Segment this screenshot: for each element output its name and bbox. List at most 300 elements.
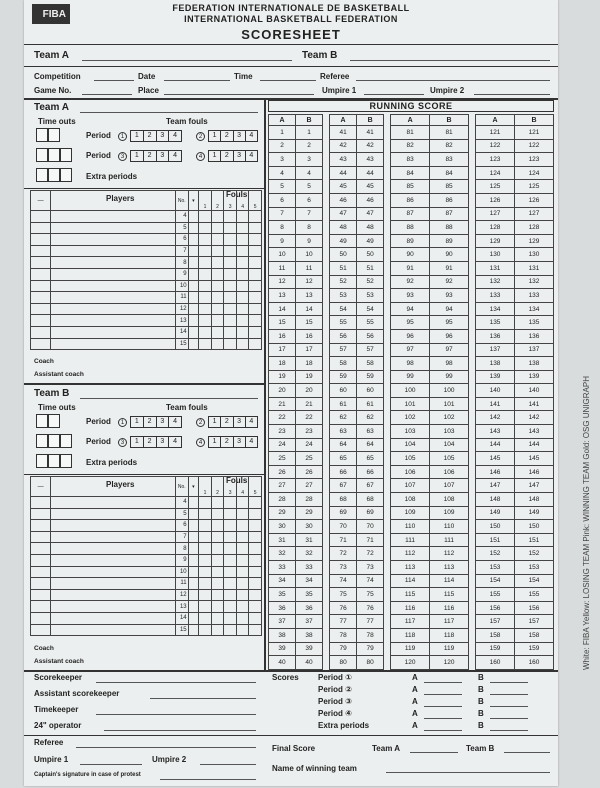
rs-cell-b[interactable]: 3	[296, 153, 323, 167]
rs-cell-b[interactable]: 57	[357, 343, 384, 357]
rs-cell-b[interactable]: 45	[357, 180, 384, 194]
rs-cell-b[interactable]: 4	[296, 166, 323, 180]
rs-cell-b[interactable]: 81	[430, 126, 469, 140]
rs-cell-a[interactable]: 73	[330, 561, 357, 575]
team-b-fouls-p1[interactable]: 1 2 3 4	[130, 416, 182, 428]
umpire1-sign-field[interactable]	[80, 764, 142, 765]
game-no-field[interactable]	[82, 94, 132, 95]
rs-cell-b[interactable]: 108	[430, 493, 469, 507]
rs-cell-b[interactable]: 93	[430, 289, 469, 303]
rs-cell-a[interactable]: 53	[330, 289, 357, 303]
rs-cell-b[interactable]: 46	[357, 193, 384, 207]
operator-field[interactable]	[104, 730, 256, 731]
rs-cell-a[interactable]: 12	[269, 275, 296, 289]
rs-cell-a[interactable]: 68	[330, 493, 357, 507]
team-a-player-row[interactable]: 7	[31, 245, 262, 257]
rs-cell-b[interactable]: 146	[514, 465, 553, 479]
score-period1-a-field[interactable]	[424, 682, 462, 683]
rs-cell-a[interactable]: 6	[269, 193, 296, 207]
team-b-player-row[interactable]: 15	[31, 624, 262, 636]
rs-cell-b[interactable]: 130	[514, 248, 553, 262]
team-a-player-row[interactable]: 11	[31, 292, 262, 304]
rs-cell-b[interactable]: 152	[514, 547, 553, 561]
team-b-fouls-p2[interactable]: 1 2 3 4	[208, 416, 258, 428]
rs-cell-a[interactable]: 118	[391, 628, 430, 642]
rs-cell-b[interactable]: 86	[430, 193, 469, 207]
rs-cell-a[interactable]: 24	[269, 438, 296, 452]
rs-cell-a[interactable]: 8	[269, 221, 296, 235]
rs-cell-a[interactable]: 26	[269, 465, 296, 479]
rs-cell-a[interactable]: 59	[330, 370, 357, 384]
rs-cell-a[interactable]: 159	[476, 642, 515, 656]
rs-cell-a[interactable]: 144	[476, 438, 515, 452]
team-a-fouls-p1[interactable]: 1 2 3 4	[130, 130, 182, 142]
rs-cell-b[interactable]: 100	[430, 384, 469, 398]
rs-cell-a[interactable]: 5	[269, 180, 296, 194]
team-b-timeout-box[interactable]	[36, 434, 48, 448]
rs-cell-a[interactable]: 109	[391, 506, 430, 520]
winning-team-field[interactable]	[386, 772, 550, 773]
rs-cell-a[interactable]: 157	[476, 615, 515, 629]
rs-cell-b[interactable]: 155	[514, 588, 553, 602]
rs-cell-b[interactable]: 107	[430, 479, 469, 493]
rs-cell-a[interactable]: 13	[269, 289, 296, 303]
rs-cell-a[interactable]: 123	[476, 153, 515, 167]
rs-cell-b[interactable]: 120	[430, 656, 469, 670]
team-b-player-row[interactable]: 7	[31, 531, 262, 543]
rs-cell-a[interactable]: 16	[269, 329, 296, 343]
rs-cell-a[interactable]: 141	[476, 397, 515, 411]
rs-cell-a[interactable]: 143	[476, 425, 515, 439]
rs-cell-a[interactable]: 134	[476, 302, 515, 316]
rs-cell-a[interactable]: 149	[476, 506, 515, 520]
rs-cell-a[interactable]: 30	[269, 520, 296, 534]
rs-cell-a[interactable]: 33	[269, 561, 296, 575]
rs-cell-a[interactable]: 39	[269, 642, 296, 656]
rs-cell-b[interactable]: 55	[357, 316, 384, 330]
rs-cell-b[interactable]: 54	[357, 302, 384, 316]
team-a-timeout-box[interactable]	[48, 168, 60, 182]
rs-cell-b[interactable]: 87	[430, 207, 469, 221]
rs-cell-a[interactable]: 151	[476, 533, 515, 547]
rs-cell-a[interactable]: 127	[476, 207, 515, 221]
rs-cell-a[interactable]: 104	[391, 438, 430, 452]
rs-cell-a[interactable]: 129	[476, 234, 515, 248]
team-b-timeout-box[interactable]	[48, 454, 60, 468]
team-a-timeout-box[interactable]	[48, 128, 60, 142]
rs-cell-b[interactable]: 80	[357, 656, 384, 670]
rs-cell-b[interactable]: 122	[514, 139, 553, 153]
rs-cell-a[interactable]: 113	[391, 561, 430, 575]
rs-cell-a[interactable]: 60	[330, 384, 357, 398]
rs-cell-b[interactable]: 20	[296, 384, 323, 398]
rs-cell-b[interactable]: 149	[514, 506, 553, 520]
rs-cell-b[interactable]: 156	[514, 601, 553, 615]
rs-cell-b[interactable]: 44	[357, 166, 384, 180]
rs-cell-b[interactable]: 112	[430, 547, 469, 561]
rs-cell-b[interactable]: 92	[430, 275, 469, 289]
rs-cell-a[interactable]: 11	[269, 261, 296, 275]
assistant-scorekeeper-field[interactable]	[150, 698, 256, 699]
rs-cell-a[interactable]: 90	[391, 248, 430, 262]
rs-cell-a[interactable]: 116	[391, 601, 430, 615]
rs-cell-a[interactable]: 67	[330, 479, 357, 493]
rs-cell-b[interactable]: 24	[296, 438, 323, 452]
rs-cell-b[interactable]: 125	[514, 180, 553, 194]
rs-cell-a[interactable]: 152	[476, 547, 515, 561]
rs-cell-b[interactable]: 49	[357, 234, 384, 248]
team-a-player-row[interactable]: 14	[31, 326, 262, 338]
team-a-timeout-box[interactable]	[36, 148, 48, 162]
rs-cell-a[interactable]: 10	[269, 248, 296, 262]
rs-cell-b[interactable]: 25	[296, 452, 323, 466]
rs-cell-a[interactable]: 72	[330, 547, 357, 561]
time-field[interactable]	[260, 80, 316, 81]
rs-cell-b[interactable]: 37	[296, 615, 323, 629]
rs-cell-a[interactable]: 96	[391, 329, 430, 343]
rs-cell-a[interactable]: 43	[330, 153, 357, 167]
score-period2-b-field[interactable]	[490, 694, 528, 695]
rs-cell-b[interactable]: 74	[357, 574, 384, 588]
rs-cell-b[interactable]: 137	[514, 343, 553, 357]
rs-cell-a[interactable]: 97	[391, 343, 430, 357]
team-b-player-row[interactable]: 10	[31, 566, 262, 578]
rs-cell-b[interactable]: 39	[296, 642, 323, 656]
rs-cell-b[interactable]: 115	[430, 588, 469, 602]
rs-cell-a[interactable]: 47	[330, 207, 357, 221]
rs-cell-b[interactable]: 129	[514, 234, 553, 248]
rs-cell-b[interactable]: 73	[357, 561, 384, 575]
rs-cell-b[interactable]: 26	[296, 465, 323, 479]
rs-cell-b[interactable]: 48	[357, 221, 384, 235]
rs-cell-b[interactable]: 7	[296, 207, 323, 221]
rs-cell-a[interactable]: 66	[330, 465, 357, 479]
rs-cell-b[interactable]: 113	[430, 561, 469, 575]
team-b-player-row[interactable]: 14	[31, 612, 262, 624]
rs-cell-b[interactable]: 97	[430, 343, 469, 357]
team-a-player-row[interactable]: 6	[31, 234, 262, 246]
rs-cell-b[interactable]: 34	[296, 574, 323, 588]
rs-cell-b[interactable]: 144	[514, 438, 553, 452]
team-b-timeout-box[interactable]	[60, 454, 72, 468]
rs-cell-b[interactable]: 136	[514, 329, 553, 343]
score-period4-a-field[interactable]	[424, 718, 462, 719]
rs-cell-b[interactable]: 98	[430, 357, 469, 371]
rs-cell-b[interactable]: 11	[296, 261, 323, 275]
rs-cell-a[interactable]: 7	[269, 207, 296, 221]
team-b-timeout-box[interactable]	[36, 414, 48, 428]
team-a-player-row[interactable]: 12	[31, 303, 262, 315]
team-b-player-row[interactable]: 4	[31, 497, 262, 509]
rs-cell-a[interactable]: 56	[330, 329, 357, 343]
rs-cell-b[interactable]: 142	[514, 411, 553, 425]
rs-cell-a[interactable]: 34	[269, 574, 296, 588]
rs-cell-a[interactable]: 42	[330, 139, 357, 153]
rs-cell-b[interactable]: 76	[357, 601, 384, 615]
rs-cell-b[interactable]: 16	[296, 329, 323, 343]
rs-cell-a[interactable]: 14	[269, 302, 296, 316]
referee-field[interactable]	[356, 80, 550, 81]
team-a-player-row[interactable]: 5	[31, 222, 262, 234]
team-b-player-row[interactable]: 8	[31, 543, 262, 555]
rs-cell-b[interactable]: 126	[514, 193, 553, 207]
rs-cell-a[interactable]: 84	[391, 166, 430, 180]
rs-cell-a[interactable]: 44	[330, 166, 357, 180]
team-a-player-row[interactable]: 13	[31, 315, 262, 327]
rs-cell-b[interactable]: 109	[430, 506, 469, 520]
rs-cell-b[interactable]: 27	[296, 479, 323, 493]
rs-cell-b[interactable]: 99	[430, 370, 469, 384]
rs-cell-b[interactable]: 123	[514, 153, 553, 167]
rs-cell-a[interactable]: 131	[476, 261, 515, 275]
rs-cell-a[interactable]: 46	[330, 193, 357, 207]
rs-cell-a[interactable]: 1	[269, 126, 296, 140]
rs-cell-a[interactable]: 50	[330, 248, 357, 262]
rs-cell-b[interactable]: 118	[430, 628, 469, 642]
rs-cell-a[interactable]: 78	[330, 628, 357, 642]
rs-cell-a[interactable]: 19	[269, 370, 296, 384]
rs-cell-a[interactable]: 23	[269, 425, 296, 439]
score-extra-a-field[interactable]	[424, 730, 462, 731]
rs-cell-b[interactable]: 63	[357, 425, 384, 439]
rs-cell-b[interactable]: 69	[357, 506, 384, 520]
rs-cell-a[interactable]: 114	[391, 574, 430, 588]
rs-cell-b[interactable]: 78	[357, 628, 384, 642]
rs-cell-a[interactable]: 70	[330, 520, 357, 534]
final-team-b-field[interactable]	[504, 752, 550, 753]
rs-cell-b[interactable]: 138	[514, 357, 553, 371]
rs-cell-b[interactable]: 52	[357, 275, 384, 289]
rs-cell-a[interactable]: 91	[391, 261, 430, 275]
rs-cell-a[interactable]: 136	[476, 329, 515, 343]
team-b-fouls-p4[interactable]: 1 2 3 4	[208, 436, 258, 448]
score-period3-b-field[interactable]	[490, 706, 528, 707]
rs-cell-b[interactable]: 131	[514, 261, 553, 275]
rs-cell-a[interactable]: 103	[391, 425, 430, 439]
score-period4-b-field[interactable]	[490, 718, 528, 719]
team-a-timeout-box[interactable]	[60, 168, 72, 182]
rs-cell-b[interactable]: 72	[357, 547, 384, 561]
rs-cell-b[interactable]: 75	[357, 588, 384, 602]
rs-cell-a[interactable]: 106	[391, 465, 430, 479]
rs-cell-b[interactable]: 154	[514, 574, 553, 588]
rs-cell-b[interactable]: 124	[514, 166, 553, 180]
rs-cell-b[interactable]: 139	[514, 370, 553, 384]
rs-cell-a[interactable]: 54	[330, 302, 357, 316]
rs-cell-b[interactable]: 60	[357, 384, 384, 398]
rs-cell-b[interactable]: 53	[357, 289, 384, 303]
rs-cell-a[interactable]: 52	[330, 275, 357, 289]
rs-cell-b[interactable]: 140	[514, 384, 553, 398]
rs-cell-b[interactable]: 102	[430, 411, 469, 425]
rs-cell-b[interactable]: 17	[296, 343, 323, 357]
rs-cell-b[interactable]: 1	[296, 126, 323, 140]
rs-cell-a[interactable]: 87	[391, 207, 430, 221]
rs-cell-b[interactable]: 66	[357, 465, 384, 479]
rs-cell-a[interactable]: 69	[330, 506, 357, 520]
rs-cell-b[interactable]: 71	[357, 533, 384, 547]
captain-signature-field[interactable]	[160, 779, 256, 780]
place-field[interactable]	[164, 94, 314, 95]
rs-cell-b[interactable]: 8	[296, 221, 323, 235]
rs-cell-b[interactable]: 9	[296, 234, 323, 248]
score-period2-a-field[interactable]	[424, 694, 462, 695]
rs-cell-a[interactable]: 140	[476, 384, 515, 398]
rs-cell-a[interactable]: 29	[269, 506, 296, 520]
rs-cell-a[interactable]: 36	[269, 601, 296, 615]
rs-cell-a[interactable]: 124	[476, 166, 515, 180]
rs-cell-b[interactable]: 47	[357, 207, 384, 221]
timekeeper-field[interactable]	[96, 714, 256, 715]
rs-cell-b[interactable]: 95	[430, 316, 469, 330]
rs-cell-a[interactable]: 55	[330, 316, 357, 330]
rs-cell-a[interactable]: 95	[391, 316, 430, 330]
rs-cell-b[interactable]: 127	[514, 207, 553, 221]
rs-cell-a[interactable]: 137	[476, 343, 515, 357]
rs-cell-b[interactable]: 83	[430, 153, 469, 167]
rs-cell-a[interactable]: 156	[476, 601, 515, 615]
rs-cell-b[interactable]: 105	[430, 452, 469, 466]
rs-cell-a[interactable]: 2	[269, 139, 296, 153]
rs-cell-b[interactable]: 65	[357, 452, 384, 466]
rs-cell-a[interactable]: 101	[391, 397, 430, 411]
rs-cell-a[interactable]: 94	[391, 302, 430, 316]
team-a-fouls-p2[interactable]: 1 2 3 4	[208, 130, 258, 142]
rs-cell-a[interactable]: 49	[330, 234, 357, 248]
rs-cell-a[interactable]: 110	[391, 520, 430, 534]
rs-cell-a[interactable]: 64	[330, 438, 357, 452]
rs-cell-a[interactable]: 117	[391, 615, 430, 629]
referee-sign-field[interactable]	[76, 747, 256, 748]
rs-cell-b[interactable]: 19	[296, 370, 323, 384]
score-period1-b-field[interactable]	[490, 682, 528, 683]
rs-cell-b[interactable]: 59	[357, 370, 384, 384]
rs-cell-a[interactable]: 48	[330, 221, 357, 235]
rs-cell-b[interactable]: 35	[296, 588, 323, 602]
rs-cell-b[interactable]: 32	[296, 547, 323, 561]
rs-cell-a[interactable]: 75	[330, 588, 357, 602]
rs-cell-a[interactable]: 79	[330, 642, 357, 656]
team-a-field[interactable]	[82, 60, 292, 61]
team-b-player-row[interactable]: 5	[31, 508, 262, 520]
rs-cell-a[interactable]: 130	[476, 248, 515, 262]
rs-cell-b[interactable]: 160	[514, 656, 553, 670]
rs-cell-b[interactable]: 38	[296, 628, 323, 642]
rs-cell-a[interactable]: 98	[391, 357, 430, 371]
rs-cell-b[interactable]: 6	[296, 193, 323, 207]
rs-cell-b[interactable]: 110	[430, 520, 469, 534]
rs-cell-a[interactable]: 139	[476, 370, 515, 384]
rs-cell-b[interactable]: 84	[430, 166, 469, 180]
rs-cell-a[interactable]: 82	[391, 139, 430, 153]
score-extra-b-field[interactable]	[490, 730, 528, 731]
rs-cell-b[interactable]: 40	[296, 656, 323, 670]
rs-cell-b[interactable]: 12	[296, 275, 323, 289]
rs-cell-b[interactable]: 88	[430, 221, 469, 235]
rs-cell-a[interactable]: 63	[330, 425, 357, 439]
rs-cell-a[interactable]: 155	[476, 588, 515, 602]
rs-cell-a[interactable]: 17	[269, 343, 296, 357]
rs-cell-b[interactable]: 114	[430, 574, 469, 588]
team-a-timeout-box[interactable]	[36, 128, 48, 142]
team-a-player-row[interactable]: 9	[31, 268, 262, 280]
rs-cell-a[interactable]: 126	[476, 193, 515, 207]
rs-cell-b[interactable]: 147	[514, 479, 553, 493]
rs-cell-a[interactable]: 115	[391, 588, 430, 602]
rs-cell-a[interactable]: 9	[269, 234, 296, 248]
team-a-player-row[interactable]: 15	[31, 338, 262, 350]
rs-cell-b[interactable]: 23	[296, 425, 323, 439]
rs-cell-a[interactable]: 128	[476, 221, 515, 235]
rs-cell-b[interactable]: 143	[514, 425, 553, 439]
rs-cell-a[interactable]: 145	[476, 452, 515, 466]
rs-cell-b[interactable]: 117	[430, 615, 469, 629]
team-a-player-row[interactable]: 8	[31, 257, 262, 269]
rs-cell-a[interactable]: 142	[476, 411, 515, 425]
rs-cell-b[interactable]: 141	[514, 397, 553, 411]
rs-cell-b[interactable]: 50	[357, 248, 384, 262]
rs-cell-b[interactable]: 134	[514, 302, 553, 316]
rs-cell-b[interactable]: 58	[357, 357, 384, 371]
rs-cell-a[interactable]: 132	[476, 275, 515, 289]
rs-cell-a[interactable]: 45	[330, 180, 357, 194]
final-team-a-field[interactable]	[410, 752, 458, 753]
team-b-fouls-p3[interactable]: 1 2 3 4	[130, 436, 182, 448]
rs-cell-a[interactable]: 148	[476, 493, 515, 507]
rs-cell-a[interactable]: 21	[269, 397, 296, 411]
rs-cell-a[interactable]: 93	[391, 289, 430, 303]
rs-cell-b[interactable]: 10	[296, 248, 323, 262]
umpire2-sign-field[interactable]	[200, 764, 256, 765]
team-a-player-row[interactable]: 4	[31, 211, 262, 223]
rs-cell-b[interactable]: 79	[357, 642, 384, 656]
rs-cell-b[interactable]: 111	[430, 533, 469, 547]
rs-cell-a[interactable]: 83	[391, 153, 430, 167]
rs-cell-b[interactable]: 15	[296, 316, 323, 330]
rs-cell-b[interactable]: 101	[430, 397, 469, 411]
team-b-field[interactable]	[350, 60, 550, 61]
team-b-player-row[interactable]: 12	[31, 589, 262, 601]
rs-cell-b[interactable]: 22	[296, 411, 323, 425]
rs-cell-a[interactable]: 150	[476, 520, 515, 534]
rs-cell-b[interactable]: 157	[514, 615, 553, 629]
rs-cell-a[interactable]: 20	[269, 384, 296, 398]
rs-cell-a[interactable]: 92	[391, 275, 430, 289]
rs-cell-b[interactable]: 106	[430, 465, 469, 479]
rs-cell-a[interactable]: 65	[330, 452, 357, 466]
rs-cell-b[interactable]: 145	[514, 452, 553, 466]
rs-cell-a[interactable]: 40	[269, 656, 296, 670]
rs-cell-a[interactable]: 51	[330, 261, 357, 275]
rs-cell-b[interactable]: 158	[514, 628, 553, 642]
team-b-player-row[interactable]: 6	[31, 520, 262, 532]
rs-cell-a[interactable]: 27	[269, 479, 296, 493]
rs-cell-b[interactable]: 151	[514, 533, 553, 547]
rs-cell-b[interactable]: 14	[296, 302, 323, 316]
rs-cell-a[interactable]: 107	[391, 479, 430, 493]
rs-cell-b[interactable]: 128	[514, 221, 553, 235]
score-period3-a-field[interactable]	[424, 706, 462, 707]
rs-cell-a[interactable]: 37	[269, 615, 296, 629]
rs-cell-b[interactable]: 68	[357, 493, 384, 507]
team-b-player-row[interactable]: 13	[31, 601, 262, 613]
rs-cell-b[interactable]: 5	[296, 180, 323, 194]
rs-cell-a[interactable]: 120	[391, 656, 430, 670]
rs-cell-b[interactable]: 42	[357, 139, 384, 153]
rs-cell-b[interactable]: 29	[296, 506, 323, 520]
rs-cell-b[interactable]: 90	[430, 248, 469, 262]
rs-cell-a[interactable]: 80	[330, 656, 357, 670]
